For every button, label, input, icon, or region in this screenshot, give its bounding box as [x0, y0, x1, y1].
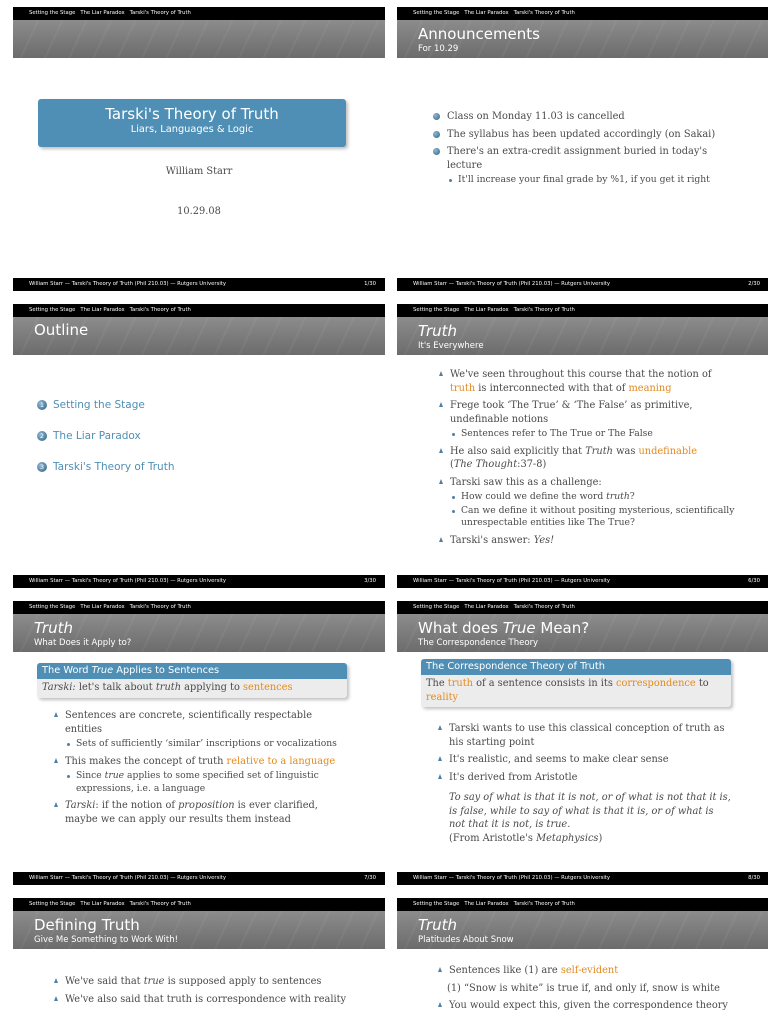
bullet-icon: [433, 113, 440, 120]
author: William Starr: [165, 166, 233, 177]
sub-item: It'll increase your final grade by %1, if you get it right: [447, 174, 732, 187]
nav-item[interactable]: The Liar Paradox: [464, 307, 509, 313]
nav-item[interactable]: Setting the Stage: [29, 10, 76, 16]
bullet-icon: [439, 479, 443, 484]
slide-announcements: [397, 7, 768, 291]
nav-item[interactable]: Setting the Stage: [29, 307, 76, 313]
slide-subtitle: Give Me Something to Work With!: [34, 935, 179, 945]
slide-truth-apply: [13, 601, 385, 885]
list-item: The syllabus has been updated accordingly (on Sakai): [432, 128, 732, 142]
presentation-title: Tarski's Theory of Truth: [105, 105, 279, 123]
list-item: Sentences are concrete, scientifically respectable entities Sets of sufficiently ‘similar’ inscriptions or vocalizations: [50, 709, 350, 751]
slide-nav: [397, 7, 768, 20]
bullet-icon: [67, 775, 70, 778]
aristotle-quote: To say of what is that it is not, or of what is not that it is, is false, while to say of what is that it is, or of what is not that it is not, is true. (From Aristotle's Metaphysics): [449, 792, 731, 844]
slide-true-mean: [397, 601, 768, 885]
slide-title: What does True Mean?: [418, 619, 590, 637]
slide-footer: William Starr — Tarski's Theory of Truth (Phil 210.03) — Rutgers University 1/30: [13, 278, 385, 291]
slide-banner: [13, 317, 385, 355]
definition-block: [421, 659, 731, 707]
nav-item[interactable]: The Liar Paradox: [80, 307, 125, 313]
bullet-icon: [54, 758, 58, 763]
bullet-icon: [438, 725, 442, 730]
nav-item[interactable]: Tarski's Theory of Truth: [513, 604, 575, 610]
slide-footer: William Starr — Tarski's Theory of Truth (Phil 210.03) — Rutgers University 3/30: [13, 575, 385, 588]
slide-nav: [13, 898, 385, 911]
quote-citation: (From Aristotle's Metaphysics): [449, 832, 603, 844]
nav-item[interactable]: Tarski's Theory of Truth: [513, 307, 575, 313]
slide-banner: [13, 20, 385, 58]
slide-outline: [13, 304, 385, 588]
bullet-icon: [439, 371, 443, 376]
sub-item: Sets of sufficiently ‘similar’ inscriptions or vocalizations: [65, 738, 350, 751]
bullet-icon: [54, 996, 58, 1001]
sub-item: How could we define the word truth?: [450, 491, 735, 504]
slide-title: Defining Truth: [34, 916, 140, 934]
slide-footer: William Starr — Tarski's Theory of Truth (Phil 210.03) — Rutgers University 2/30: [397, 278, 768, 291]
list-item: Tarski's answer: Yes!: [435, 534, 735, 548]
block-body: Tarski: let's talk about truth applying to sentences: [42, 682, 293, 693]
sub-item: Sentences refer to The True or The False: [450, 428, 735, 441]
nav-item[interactable]: Setting the Stage: [413, 604, 460, 610]
slide-nav: [13, 304, 385, 317]
list-item: This makes the concept of truth relative to a language Since true applies to some specified set of linguistic expressions, i.e. a language: [50, 755, 350, 796]
nav-item[interactable]: Setting the Stage: [29, 604, 76, 610]
list-item: We've also said that truth is correspondence with reality: [50, 993, 350, 1007]
list-item: Frege took ‘The True’ & ‘The False’ as primitive, undefinable notions Sentences refer to The True or The False: [435, 399, 735, 441]
page-number: 1/30: [364, 281, 376, 287]
bullet-icon: [439, 448, 443, 453]
bullet-icon: [433, 131, 440, 138]
nav-item[interactable]: Setting the Stage: [29, 901, 76, 907]
page-number: 6/30: [748, 578, 760, 584]
slide-banner: [397, 317, 768, 355]
list-item: He also said explicitly that Truth was undefinable (The Thought:37-8): [435, 445, 735, 472]
slide-banner: [13, 911, 385, 949]
section-number-icon: 3: [37, 462, 47, 472]
bullet-icon: [438, 774, 442, 779]
slide-banner: [397, 20, 768, 58]
slide-banner: [397, 614, 768, 652]
slide-subtitle: It's Everywhere: [418, 341, 484, 351]
slide-nav: [13, 601, 385, 614]
page-number: 8/30: [748, 875, 760, 881]
sub-item: Since true applies to some specified set of linguistic expressions, i.e. a language: [65, 770, 350, 795]
bullet-icon: [439, 537, 443, 542]
block-title: The Correspondence Theory of Truth: [421, 659, 731, 675]
bullet-list: [434, 722, 734, 788]
nav-item[interactable]: Tarski's Theory of Truth: [129, 10, 191, 16]
date: 10.29.08: [177, 206, 221, 217]
bullet-icon: [438, 1002, 442, 1007]
nav-item[interactable]: The Liar Paradox: [464, 10, 509, 16]
nav-item[interactable]: Tarski's Theory of Truth: [129, 307, 191, 313]
slide-truth-everywhere: [397, 304, 768, 588]
bullet-list: [50, 709, 350, 830]
nav-item[interactable]: Tarski's Theory of Truth: [513, 901, 575, 907]
nav-item[interactable]: Setting the Stage: [413, 901, 460, 907]
title-box: [38, 99, 346, 147]
slide-title: Truth: [34, 619, 74, 637]
outline-item-setting-the-stage[interactable]: 1 Setting the Stage: [37, 399, 145, 411]
bullet-icon: [452, 433, 455, 436]
nav-item[interactable]: Setting the Stage: [413, 10, 460, 16]
slide-title: Truth: [418, 916, 458, 934]
bullet-icon: [67, 743, 70, 746]
section-number-icon: 1: [37, 400, 47, 410]
list-item: Tarski saw this as a challenge: How could we define the word truth? Can we define it without positing mysterious, scientifically unrespectable entities like The True?: [435, 476, 735, 530]
slide-title: Truth: [418, 322, 458, 340]
slide-title: Outline: [34, 321, 89, 339]
bullet-icon: [452, 510, 455, 513]
nav-item[interactable]: Tarski's Theory of Truth: [513, 10, 575, 16]
slide-nav: [397, 601, 768, 614]
nav-item[interactable]: The Liar Paradox: [464, 604, 509, 610]
nav-item[interactable]: Setting the Stage: [413, 307, 460, 313]
bullet-list: [435, 368, 735, 551]
slide-subtitle: For 10.29: [418, 44, 459, 54]
slide-title: Announcements: [418, 25, 540, 43]
sub-item: Can we define it without positing mysterious, scientifically unrespectable entities like The True?: [450, 505, 735, 530]
bullet-icon: [438, 756, 442, 761]
bullet-icon: [54, 712, 58, 717]
slide-subtitle: The Correspondence Theory: [418, 638, 539, 648]
slide-title: [13, 7, 385, 291]
list-item: Tarski: if the notion of proposition is ever clarified, maybe we can apply our results them instead: [50, 799, 350, 826]
block-body: The truth of a sentence consists in its correspondence to reality: [426, 678, 709, 703]
example-sentence: (1) “Snow is white” is true if, and only if, snow is white: [447, 982, 720, 994]
bullet-list: [50, 975, 350, 1010]
slide-footer: William Starr — Tarski's Theory of Truth (Phil 210.03) — Rutgers University 8/30: [397, 872, 768, 885]
nav-item[interactable]: The Liar Paradox: [80, 901, 125, 907]
slide-footer: William Starr — Tarski's Theory of Truth (Phil 210.03) — Rutgers University 6/30: [397, 575, 768, 588]
slide-nav: [397, 304, 768, 317]
nav-item[interactable]: Tarski's Theory of Truth: [129, 901, 191, 907]
slide-banner: [13, 614, 385, 652]
slide-banner: [397, 911, 768, 949]
presentation-subtitle: Liars, Languages & Logic: [130, 124, 254, 135]
bullet-icon: [438, 967, 442, 972]
slide-footer: William Starr — Tarski's Theory of Truth (Phil 210.03) — Rutgers University 7/30: [13, 872, 385, 885]
list-item: You would expect this, given the correspondence theory: [434, 999, 734, 1013]
list-item: Tarski wants to use this classical conception of truth as his starting point: [434, 722, 734, 749]
bullet-icon: [54, 978, 58, 983]
bullet-icon: [452, 496, 455, 499]
announcement-list: [432, 110, 732, 191]
page-number: 3/30: [364, 578, 376, 584]
bullet-icon: [439, 402, 443, 407]
page-number: 2/30: [748, 281, 760, 287]
nav-item[interactable]: The Liar Paradox: [464, 901, 509, 907]
section-number-icon: 2: [37, 431, 47, 441]
page-number: 7/30: [364, 875, 376, 881]
list-item: We've said that true is supposed apply to sentences: [50, 975, 350, 989]
list-item: We've seen throughout this course that the notion of truth is interconnected with that of meaning: [435, 368, 735, 395]
list-item: Class on Monday 11.03 is cancelled: [432, 110, 732, 124]
nav-item[interactable]: Tarski's Theory of Truth: [129, 604, 191, 610]
slide-platitudes-snow: [397, 898, 768, 1024]
outline-item-tarskis-theory[interactable]: 3 Tarski's Theory of Truth: [37, 461, 174, 473]
slide-defining-truth: [13, 898, 385, 1024]
bullet-icon: [449, 179, 452, 182]
list-item: Sentences like (1) are self-evident (1) “Snow is white” is true if, and only if, snow is white: [434, 964, 734, 995]
slide-nav: [397, 898, 768, 911]
slide-subtitle: What Does it Apply to?: [34, 638, 132, 648]
list-item: It's derived from Aristotle: [434, 771, 734, 785]
nav-item[interactable]: The Liar Paradox: [80, 10, 125, 16]
list-item: It's realistic, and seems to make clear sense: [434, 753, 734, 767]
block-title: The Word True Applies to Sentences: [37, 663, 347, 679]
outline-item-liar-paradox[interactable]: 2 The Liar Paradox: [37, 430, 141, 442]
slide-subtitle: Platitudes About Snow: [418, 935, 514, 945]
slide-nav: [13, 7, 385, 20]
definition-block: [37, 663, 347, 698]
bullet-list: [434, 964, 734, 1017]
nav-item[interactable]: The Liar Paradox: [80, 604, 125, 610]
bullet-icon: [54, 802, 58, 807]
bullet-icon: [433, 148, 440, 155]
list-item: There's an extra-credit assignment buried in today's lecture It'll increase your final grade by %1, if you get it right: [432, 145, 732, 187]
